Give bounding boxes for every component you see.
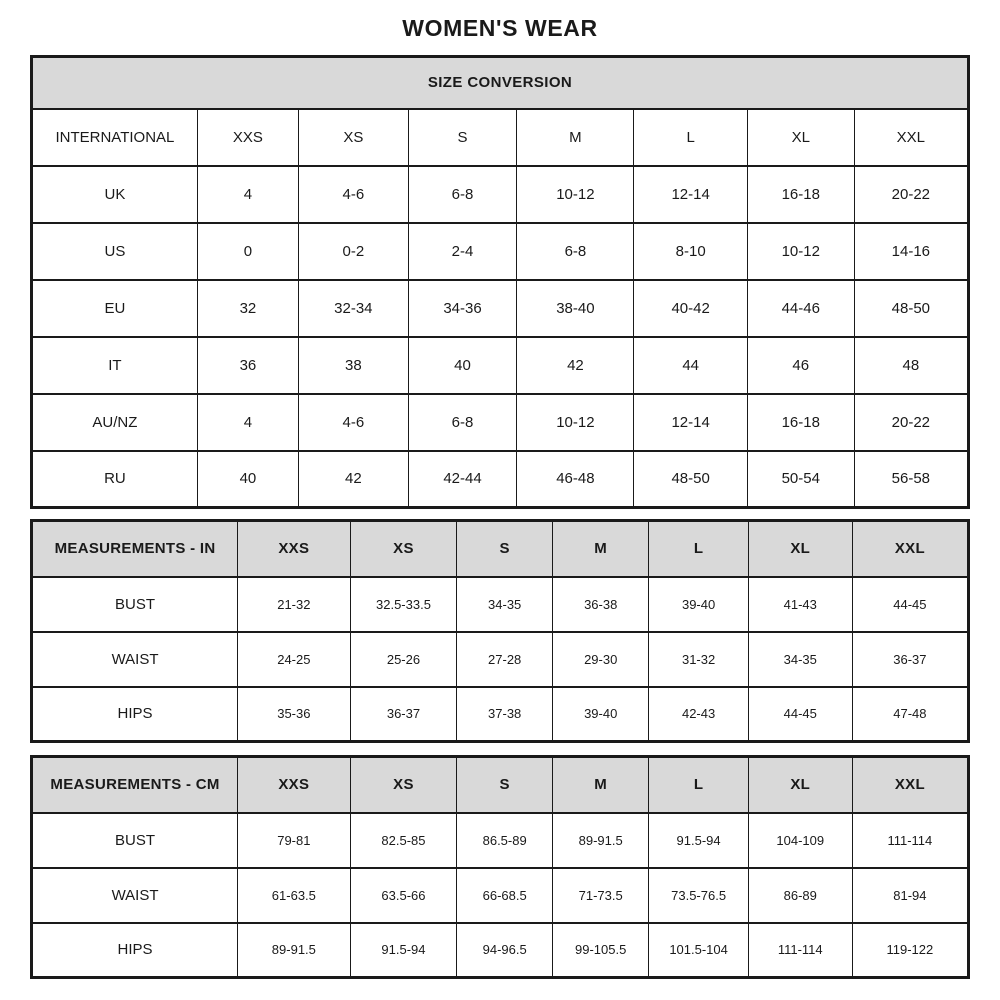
- value-cell: 32: [197, 280, 298, 337]
- size-header-cell: XXS: [238, 521, 350, 577]
- value-cell: 44-45: [852, 577, 968, 632]
- value-cell: 32.5-33.5: [350, 577, 457, 632]
- value-cell: 41-43: [748, 577, 852, 632]
- value-cell: 38-40: [517, 280, 634, 337]
- row-label: BUST: [32, 577, 238, 632]
- value-cell: 42: [299, 451, 409, 508]
- value-cell: 10-12: [517, 166, 634, 223]
- value-cell: 44-45: [748, 687, 852, 742]
- value-cell: 29-30: [552, 632, 649, 687]
- row-label: US: [32, 223, 198, 280]
- value-cell: 44-46: [747, 280, 854, 337]
- value-cell: 111-114: [748, 923, 852, 978]
- size-header-cell: M: [552, 521, 649, 577]
- row-label: WAIST: [32, 632, 238, 687]
- value-cell: 91.5-94: [649, 813, 748, 868]
- value-cell: 66-68.5: [457, 868, 553, 923]
- page-title: WOMEN'S WEAR: [402, 15, 598, 41]
- row-label: UK: [32, 166, 198, 223]
- value-cell: 12-14: [634, 166, 747, 223]
- table-row: [32, 280, 969, 337]
- value-cell: 79-81: [238, 813, 350, 868]
- table-row: [32, 109, 969, 166]
- value-cell: 37-38: [457, 687, 553, 742]
- table-row: [32, 923, 969, 978]
- table-row: [32, 632, 969, 687]
- value-cell: 0-2: [299, 223, 409, 280]
- row-label: WAIST: [32, 868, 238, 923]
- row-label: RU: [32, 451, 198, 508]
- row-label: EU: [32, 280, 198, 337]
- value-cell: 42: [517, 337, 634, 394]
- value-cell: 16-18: [747, 166, 854, 223]
- value-cell: 40-42: [634, 280, 747, 337]
- size-header-cell: L: [649, 757, 748, 813]
- table-row: [32, 868, 969, 923]
- value-cell: 48: [854, 337, 968, 394]
- value-cell: 47-48: [852, 687, 968, 742]
- value-cell: 86.5-89: [457, 813, 553, 868]
- table-row: [32, 577, 969, 632]
- value-cell: 73.5-76.5: [649, 868, 748, 923]
- value-cell: 10-12: [747, 223, 854, 280]
- value-cell: 48-50: [634, 451, 747, 508]
- value-cell: 10-12: [517, 394, 634, 451]
- value-cell: 27-28: [457, 632, 553, 687]
- value-cell: 46: [747, 337, 854, 394]
- size-header-cell: XS: [350, 521, 457, 577]
- value-cell: 20-22: [854, 394, 968, 451]
- value-cell: 6-8: [408, 166, 517, 223]
- value-cell: 42-43: [649, 687, 748, 742]
- value-cell: 39-40: [649, 577, 748, 632]
- value-cell: 82.5-85: [350, 813, 457, 868]
- value-cell: 31-32: [649, 632, 748, 687]
- value-cell: 36-38: [552, 577, 649, 632]
- table-row: [32, 813, 969, 868]
- value-cell: 8-10: [634, 223, 747, 280]
- value-cell: 61-63.5: [238, 868, 350, 923]
- table-banner-row: [32, 57, 969, 109]
- value-cell: S: [408, 109, 517, 166]
- value-cell: 36-37: [852, 632, 968, 687]
- value-cell: 104-109: [748, 813, 852, 868]
- table-row: [32, 451, 969, 508]
- size-conversion-banner: SIZE CONVERSION: [32, 57, 969, 109]
- value-cell: 36-37: [350, 687, 457, 742]
- row-label: AU/NZ: [32, 394, 198, 451]
- value-cell: 50-54: [747, 451, 854, 508]
- value-cell: 14-16: [854, 223, 968, 280]
- value-cell: 40: [197, 451, 298, 508]
- value-cell: 46-48: [517, 451, 634, 508]
- size-header-cell: XL: [748, 521, 852, 577]
- size-conversion-table: [30, 55, 970, 509]
- value-cell: 91.5-94: [350, 923, 457, 978]
- size-header-cell: XL: [748, 757, 852, 813]
- table-row: [32, 687, 969, 742]
- size-header-cell: L: [649, 521, 748, 577]
- row-label: HIPS: [32, 687, 238, 742]
- value-cell: M: [517, 109, 634, 166]
- measurements-in-header-row: [32, 521, 969, 577]
- value-cell: 36: [197, 337, 298, 394]
- size-header-cell: S: [457, 521, 553, 577]
- size-header-cell: XXS: [238, 757, 350, 813]
- value-cell: 6-8: [517, 223, 634, 280]
- value-cell: 4-6: [299, 166, 409, 223]
- value-cell: 39-40: [552, 687, 649, 742]
- value-cell: 38: [299, 337, 409, 394]
- value-cell: XXS: [197, 109, 298, 166]
- row-label: IT: [32, 337, 198, 394]
- value-cell: L: [634, 109, 747, 166]
- value-cell: 4: [197, 394, 298, 451]
- row-label: BUST: [32, 813, 238, 868]
- value-cell: 34-35: [457, 577, 553, 632]
- value-cell: 35-36: [238, 687, 350, 742]
- size-header-cell: M: [552, 757, 649, 813]
- value-cell: 2-4: [408, 223, 517, 280]
- value-cell: 89-91.5: [552, 813, 649, 868]
- value-cell: XXL: [854, 109, 968, 166]
- value-cell: 4: [197, 166, 298, 223]
- value-cell: 99-105.5: [552, 923, 649, 978]
- value-cell: 94-96.5: [457, 923, 553, 978]
- size-header-cell: S: [457, 757, 553, 813]
- table-row: [32, 394, 969, 451]
- measurements-header-label: MEASUREMENTS - CM: [32, 757, 238, 813]
- value-cell: 89-91.5: [238, 923, 350, 978]
- value-cell: 81-94: [852, 868, 968, 923]
- size-header-cell: XXL: [852, 521, 968, 577]
- value-cell: 56-58: [854, 451, 968, 508]
- value-cell: 40: [408, 337, 517, 394]
- value-cell: XL: [747, 109, 854, 166]
- value-cell: 16-18: [747, 394, 854, 451]
- value-cell: 25-26: [350, 632, 457, 687]
- value-cell: 32-34: [299, 280, 409, 337]
- measurements-header-label: MEASUREMENTS - IN: [32, 521, 238, 577]
- value-cell: 101.5-104: [649, 923, 748, 978]
- value-cell: 71-73.5: [552, 868, 649, 923]
- value-cell: 21-32: [238, 577, 350, 632]
- table-row: [32, 166, 969, 223]
- size-header-cell: XXL: [852, 757, 968, 813]
- value-cell: 119-122: [852, 923, 968, 978]
- value-cell: 34-35: [748, 632, 852, 687]
- table-row: [32, 223, 969, 280]
- value-cell: 34-36: [408, 280, 517, 337]
- value-cell: 0: [197, 223, 298, 280]
- measurements-in-table: [30, 519, 970, 743]
- value-cell: 12-14: [634, 394, 747, 451]
- value-cell: 4-6: [299, 394, 409, 451]
- value-cell: 42-44: [408, 451, 517, 508]
- value-cell: 48-50: [854, 280, 968, 337]
- measurements-cm-table: [30, 755, 970, 979]
- row-label: INTERNATIONAL: [32, 109, 198, 166]
- value-cell: 111-114: [852, 813, 968, 868]
- value-cell: 24-25: [238, 632, 350, 687]
- row-label: HIPS: [32, 923, 238, 978]
- value-cell: 63.5-66: [350, 868, 457, 923]
- table-row: [32, 337, 969, 394]
- value-cell: XS: [299, 109, 409, 166]
- value-cell: 6-8: [408, 394, 517, 451]
- measurements-cm-header-row: [32, 757, 969, 813]
- value-cell: 44: [634, 337, 747, 394]
- value-cell: 20-22: [854, 166, 968, 223]
- size-header-cell: XS: [350, 757, 457, 813]
- value-cell: 86-89: [748, 868, 852, 923]
